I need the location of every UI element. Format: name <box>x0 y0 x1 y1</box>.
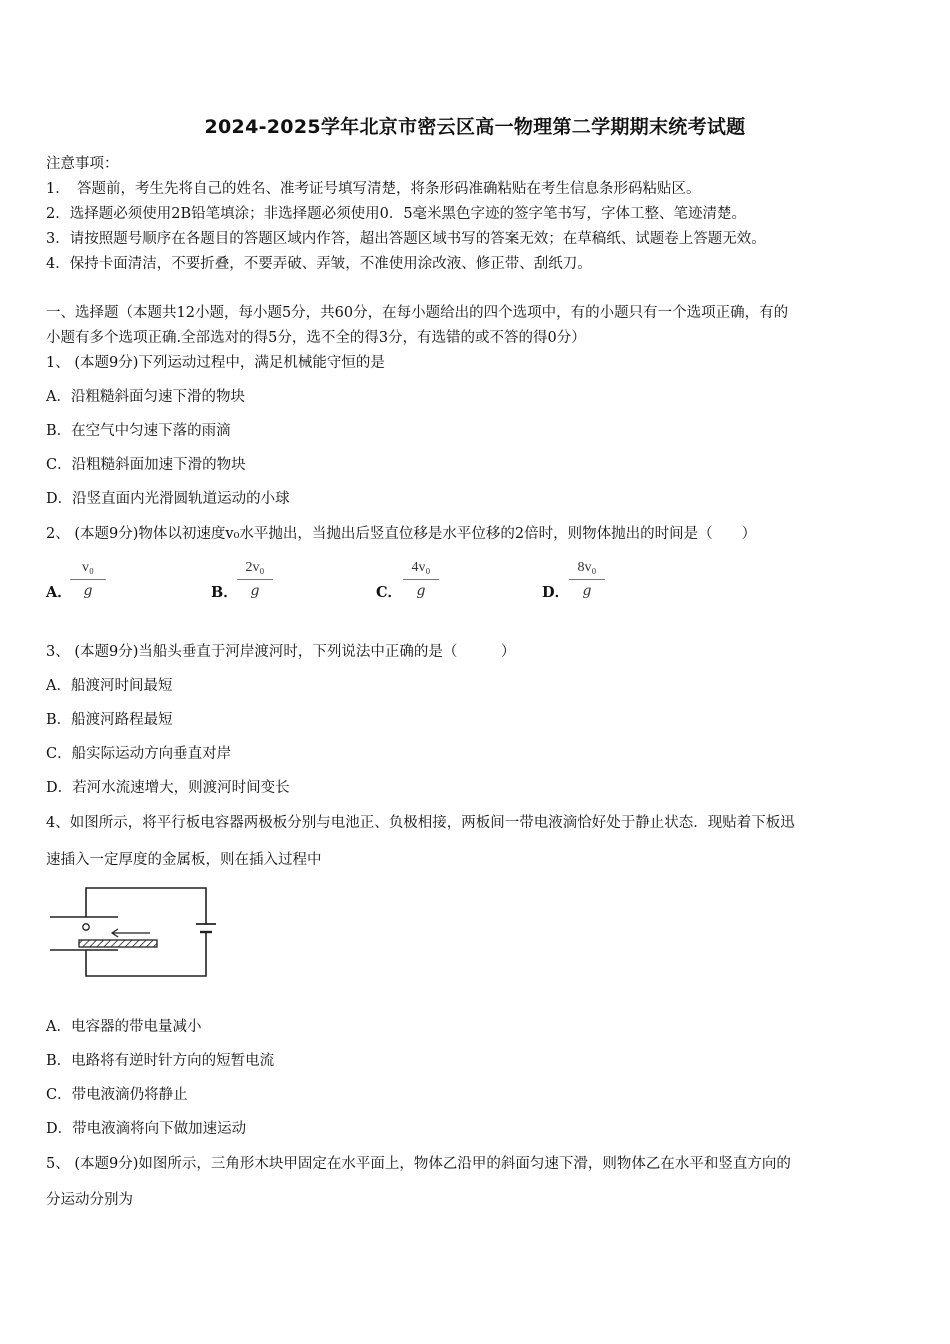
notice-item-1: 1． 答题前，考生先将自己的姓名、准考证号填写清楚，将条形码准确粘贴在考生信息条形码粘贴区。 <box>46 181 701 197</box>
q4-stem-line-2: 速插入一定厚度的金属板，则在插入过程中 <box>46 852 322 868</box>
upper-wire <box>86 888 206 924</box>
q2-option-a-numerator: v₀ <box>82 560 94 575</box>
q3-stem: 3、 (本题9分)当船头垂直于河岸渡河时，下列说法中正确的是（ ） <box>46 644 516 660</box>
q4-option-c: C．带电液滴仍将静止 <box>46 1087 188 1103</box>
q2-option-c-label: C． <box>376 584 403 601</box>
section-intro-line-1: 一、选择题（本题共12小题，每小题5分，共60分，在每小题给出的四个选项中，有的小题只有一个选项正确，有的 <box>46 305 789 321</box>
q5-stem-line-1: 5、 (本题9分)如图所示，三角形木块甲固定在水平面上，物体乙沿甲的斜面匀速下滑，则物体乙在水平和竖直方向的 <box>46 1156 791 1172</box>
q2-option-a-label: A． <box>46 584 72 601</box>
fraction-bar <box>70 579 106 580</box>
fraction-bar <box>403 579 439 580</box>
q2-option-c-numerator: 4v₀ <box>411 560 431 575</box>
q2-option-d-denominator: g <box>582 583 592 599</box>
q2-option-d-fraction <box>569 560 605 599</box>
q5-stem-line-2: 分运动分别为 <box>46 1192 133 1208</box>
section-intro-line-2: 小题有多个选项正确.全部选对的得5分，选不全的得3分，有选错的或不答的得0分） <box>46 330 586 346</box>
q2-stem: 2、 (本题9分)物体以初速度v₀水平抛出，当抛出后竖直位移是水平位移的2倍时，则物体抛出的时间是（ ） <box>46 526 757 542</box>
metal-plate <box>79 940 157 947</box>
q2-option-a-fraction <box>70 560 106 599</box>
q4-option-d: D．带电液滴将向下做加速运动 <box>46 1121 247 1137</box>
q4-option-b: B．电路将有逆时针方向的短暂电流 <box>46 1053 275 1069</box>
q1-stem: 1、 (本题9分)下列运动过程中，满足机械能守恒的是 <box>46 355 385 371</box>
q3-option-b: B．船渡河路程最短 <box>46 712 173 728</box>
charged-droplet <box>83 924 89 930</box>
q2-option-c-fraction <box>403 560 439 599</box>
q2-option-b-fraction <box>237 560 273 599</box>
capacitor-circuit-diagram <box>46 884 216 980</box>
page-title: 2024-2025学年北京市密云区高一物理第二学期期末统考试题 <box>204 116 746 138</box>
q2-option-b-label: B． <box>211 584 238 601</box>
q2-option-b-denominator: g <box>250 583 260 599</box>
fraction-bar <box>237 579 273 580</box>
fraction-bar <box>569 579 605 580</box>
lower-wire <box>86 932 206 976</box>
notice-item-3: 3．请按照题号顺序在各题目的答题区域内作答，超出答题区域书写的答案无效；在草稿纸、试题卷上答题无效。 <box>46 231 766 247</box>
q2-option-a-denominator: g <box>83 583 93 599</box>
q1-option-d: D．沿竖直面内光滑圆轨道运动的小球 <box>46 491 290 507</box>
q2-option-d-numerator: 8v₀ <box>577 560 597 575</box>
q1-option-a: A．沿粗糙斜面匀速下滑的物块 <box>46 389 245 405</box>
notice-heading: 注意事项： <box>46 156 119 172</box>
q3-option-d: D．若河水流速增大，则渡河时间变长 <box>46 780 290 796</box>
q3-option-c: C．船实际运动方向垂直对岸 <box>46 746 232 762</box>
notice-item-2: 2．选择题必须使用2B铅笔填涂；非选择题必须使用0．5毫米黑色字迹的签字笔书写，字体工整、笔迹清楚。 <box>46 206 747 222</box>
q2-option-b-numerator: 2v₀ <box>245 560 265 575</box>
q4-stem-line-1: 4、如图所示，将平行板电容器两极板分别与电池正、负极相接，两板间一带电液滴恰好处于静止状态．现贴着下板迅 <box>46 815 795 831</box>
q3-option-a: A．船渡河时间最短 <box>46 678 173 694</box>
q4-option-a: A．电容器的带电量减小 <box>46 1019 202 1035</box>
notice-item-4: 4．保持卡面清洁，不要折叠，不要弄破、弄皱，不准使用涂改液、修正带、刮纸刀。 <box>46 256 592 272</box>
q2-option-c-denominator: g <box>416 583 426 599</box>
q2-option-d-label: D． <box>542 584 570 601</box>
q1-option-c: C．沿粗糙斜面加速下滑的物块 <box>46 457 246 473</box>
q1-option-b: B．在空气中匀速下落的雨滴 <box>46 423 231 439</box>
